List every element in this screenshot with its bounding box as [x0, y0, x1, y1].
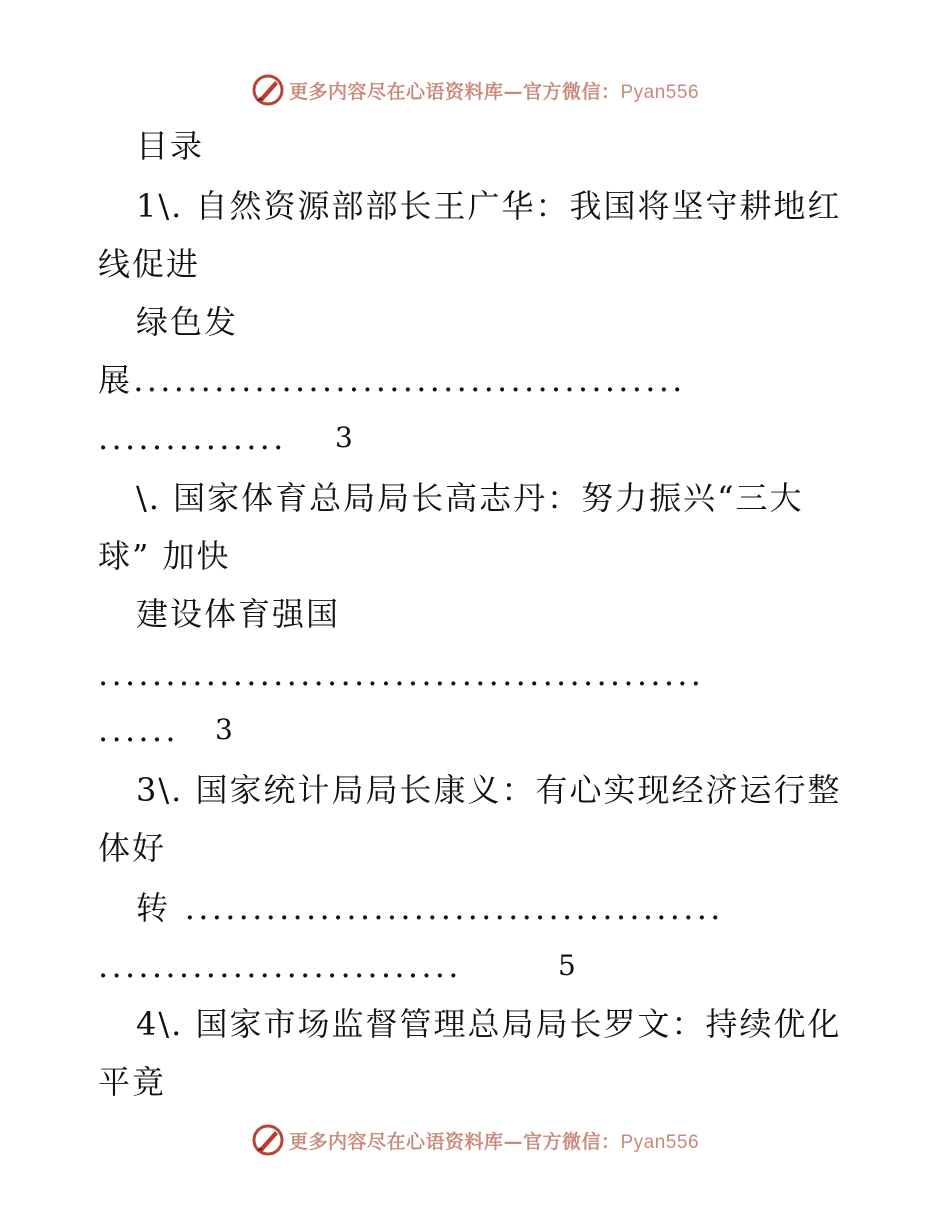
- pen-logo-icon: [251, 73, 285, 107]
- footer-watermark: [0, 1120, 950, 1160]
- toc-entry-3-title-cont: 体好: [98, 829, 167, 867]
- toc-entry-2-page: 3: [215, 713, 235, 746]
- toc-entry-1-leader: 展.........................................: [98, 361, 686, 399]
- toc-entry-3-leader: 转 ........................................: [136, 889, 724, 927]
- header-watermark: [0, 70, 950, 110]
- toc-entry-1-page: 3: [335, 421, 355, 454]
- toc-heading: 目录: [136, 127, 205, 165]
- watermark-text: 更多内容尽在心语资料库—官方微信：Pyan556: [288, 1130, 700, 1153]
- toc-entry-3-leader-cont: ...........................: [98, 947, 462, 985]
- pen-logo-icon: [251, 1123, 285, 1157]
- toc-entry-1-title[interactable]: 1\. 自然资源部部长王广华：我国将坚守耕地红: [136, 187, 842, 225]
- toc-entry-2-title[interactable]: \. 国家体育总局局长高志丹：努力振兴“三大: [136, 479, 804, 517]
- toc-entry-3-page: 5: [558, 949, 578, 982]
- toc-entry-1-title-cont: 线促进: [98, 245, 201, 283]
- toc-entry-1-title-cont2: 绿色发: [136, 303, 239, 341]
- toc-entry-2-leader: .............................................: [98, 655, 705, 693]
- toc-entry-2-title-cont2: 建设体育强国: [136, 595, 341, 633]
- toc-entry-4-title-cont: 平竟: [98, 1063, 167, 1101]
- toc-entry-2-title-cont: 球” 加快: [98, 537, 231, 575]
- toc-entry-1-leader-cont: ..............: [98, 419, 287, 457]
- toc-entry-4-title[interactable]: 4\. 国家市场监督管理总局局长罗文：持续优化: [136, 1005, 842, 1043]
- toc-entry-2-leader-cont: ......: [98, 711, 179, 749]
- watermark-text: 更多内容尽在心语资料库—官方微信：Pyan556: [288, 80, 700, 103]
- toc-entry-3-title[interactable]: 3\. 国家统计局局长康义：有心实现经济运行整: [136, 771, 842, 809]
